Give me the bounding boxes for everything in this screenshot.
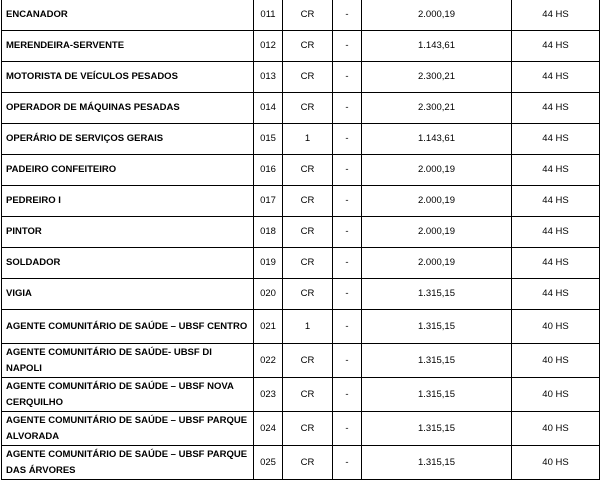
carga-horaria-cell: 40 HS xyxy=(512,412,600,446)
vagas-cell: CR xyxy=(283,186,333,217)
vagas-cell: CR xyxy=(283,248,333,279)
cargo-cell: PINTOR xyxy=(2,217,254,248)
salario-cell: 2.000,19 xyxy=(362,217,512,248)
salario-cell: 1.315,15 xyxy=(362,378,512,412)
pne-cell: - xyxy=(333,93,362,124)
codigo-cell: 018 xyxy=(254,217,283,248)
salario-cell: 1.143,61 xyxy=(362,124,512,155)
carga-horaria-cell: 40 HS xyxy=(512,310,600,344)
salario-cell: 1.315,15 xyxy=(362,446,512,480)
carga-horaria-cell: 40 HS xyxy=(512,446,600,480)
table-row xyxy=(2,248,600,279)
table-row xyxy=(2,412,600,446)
salario-cell: 2.300,21 xyxy=(362,62,512,93)
salario-cell: 1.315,15 xyxy=(362,344,512,378)
pne-cell: - xyxy=(333,378,362,412)
cargo-cell: AGENTE COMUNITÁRIO DE SAÚDE – UBSF PARQUE ALVORADA xyxy=(2,412,254,446)
cargo-cell: PADEIRO CONFEITEIRO xyxy=(2,155,254,186)
pne-cell: - xyxy=(333,0,362,31)
cargo-cell: VIGIA xyxy=(2,279,254,310)
codigo-cell: 024 xyxy=(254,412,283,446)
codigo-cell: 019 xyxy=(254,248,283,279)
pne-cell: - xyxy=(333,248,362,279)
table-row xyxy=(2,310,600,344)
carga-horaria-cell: 44 HS xyxy=(512,248,600,279)
pne-cell: - xyxy=(333,310,362,344)
salario-cell: 2.300,21 xyxy=(362,93,512,124)
pne-cell: - xyxy=(333,31,362,62)
table-row xyxy=(2,93,600,124)
cargo-cell: SOLDADOR xyxy=(2,248,254,279)
carga-horaria-cell: 44 HS xyxy=(512,0,600,31)
carga-horaria-cell: 44 HS xyxy=(512,155,600,186)
vagas-cell: CR xyxy=(283,0,333,31)
pne-cell: - xyxy=(333,155,362,186)
salario-cell: 2.000,19 xyxy=(362,155,512,186)
carga-horaria-cell: 44 HS xyxy=(512,31,600,62)
vagas-cell: CR xyxy=(283,279,333,310)
cargo-cell: AGENTE COMUNITÁRIO DE SAÚDE – UBSF NOVA CERQUILHO xyxy=(2,378,254,412)
codigo-cell: 025 xyxy=(254,446,283,480)
vagas-cell: 1 xyxy=(283,124,333,155)
codigo-cell: 021 xyxy=(254,310,283,344)
table-row xyxy=(2,378,600,412)
carga-horaria-cell: 44 HS xyxy=(512,186,600,217)
table-row xyxy=(2,31,600,62)
salario-cell: 1.143,61 xyxy=(362,31,512,62)
vagas-cell: CR xyxy=(283,93,333,124)
table-row xyxy=(2,186,600,217)
cargo-cell: OPERÁRIO DE SERVIÇOS GERAIS xyxy=(2,124,254,155)
carga-horaria-cell: 44 HS xyxy=(512,124,600,155)
salario-cell: 1.315,15 xyxy=(362,412,512,446)
vagas-cell: CR xyxy=(283,31,333,62)
codigo-cell: 020 xyxy=(254,279,283,310)
cargo-cell: MOTORISTA DE VEÍCULOS PESADOS xyxy=(2,62,254,93)
carga-horaria-cell: 40 HS xyxy=(512,344,600,378)
pne-cell: - xyxy=(333,279,362,310)
table-row xyxy=(2,155,600,186)
pne-cell: - xyxy=(333,217,362,248)
vagas-cell: CR xyxy=(283,217,333,248)
carga-horaria-cell: 44 HS xyxy=(512,279,600,310)
table-row xyxy=(2,344,600,378)
codigo-cell: 016 xyxy=(254,155,283,186)
carga-horaria-cell: 40 HS xyxy=(512,378,600,412)
cargo-cell: OPERADOR DE MÁQUINAS PESADAS xyxy=(2,93,254,124)
table-row xyxy=(2,217,600,248)
salario-cell: 1.315,15 xyxy=(362,310,512,344)
pne-cell: - xyxy=(333,344,362,378)
codigo-cell: 011 xyxy=(254,0,283,31)
cargo-cell: MERENDEIRA-SERVENTE xyxy=(2,31,254,62)
vagas-cell: CR xyxy=(283,412,333,446)
vagas-cell: CR xyxy=(283,155,333,186)
vagas-cell: CR xyxy=(283,62,333,93)
codigo-cell: 013 xyxy=(254,62,283,93)
pne-cell: - xyxy=(333,412,362,446)
pne-cell: - xyxy=(333,186,362,217)
cargo-cell: ENCANADOR xyxy=(2,0,254,31)
cargo-cell: AGENTE COMUNITÁRIO DE SAÚDE – UBSF CENTRO xyxy=(2,310,254,344)
table-row xyxy=(2,279,600,310)
table-row xyxy=(2,0,600,31)
pne-cell: - xyxy=(333,62,362,93)
salario-cell: 1.315,15 xyxy=(362,279,512,310)
codigo-cell: 014 xyxy=(254,93,283,124)
vagas-cell: CR xyxy=(283,344,333,378)
carga-horaria-cell: 44 HS xyxy=(512,93,600,124)
codigo-cell: 022 xyxy=(254,344,283,378)
salario-cell: 2.000,19 xyxy=(362,186,512,217)
cargo-cell: AGENTE COMUNITÁRIO DE SAÚDE – UBSF PARQUE DAS ÁRVORES xyxy=(2,446,254,480)
cargo-cell: AGENTE COMUNITÁRIO DE SAÚDE- UBSF DI NAPOLI xyxy=(2,344,254,378)
cargos-table-body xyxy=(2,0,600,480)
pne-cell: - xyxy=(333,446,362,480)
table-row xyxy=(2,446,600,480)
salario-cell: 2.000,19 xyxy=(362,248,512,279)
cargo-cell: PEDREIRO I xyxy=(2,186,254,217)
cargos-table xyxy=(1,0,600,480)
codigo-cell: 023 xyxy=(254,378,283,412)
carga-horaria-cell: 44 HS xyxy=(512,217,600,248)
codigo-cell: 017 xyxy=(254,186,283,217)
salario-cell: 2.000,19 xyxy=(362,0,512,31)
codigo-cell: 012 xyxy=(254,31,283,62)
table-row xyxy=(2,124,600,155)
vagas-cell: CR xyxy=(283,378,333,412)
table-row xyxy=(2,62,600,93)
vagas-cell: 1 xyxy=(283,310,333,344)
codigo-cell: 015 xyxy=(254,124,283,155)
vagas-cell: CR xyxy=(283,446,333,480)
carga-horaria-cell: 44 HS xyxy=(512,62,600,93)
pne-cell: - xyxy=(333,124,362,155)
